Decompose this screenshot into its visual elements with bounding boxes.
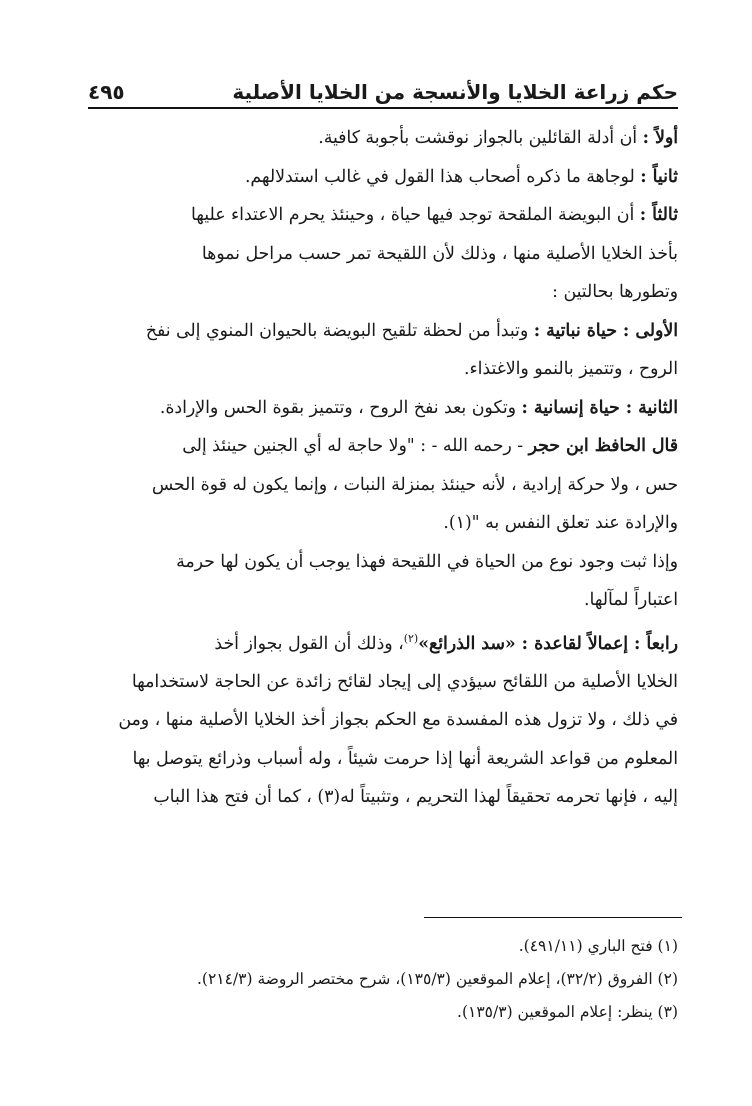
- footnote-rule: [424, 917, 682, 918]
- paragraph-lead: ثانياً :: [640, 166, 678, 187]
- paragraph-first-stage: [92, 312, 678, 389]
- paragraph-fourth-reason: [92, 620, 678, 817]
- text-line: ، وذلك أن القول بجواز أخذ: [214, 633, 404, 654]
- text-line: وتبدأ من لحظة تلقيح البويضة بالحيوان المنوي إلى نفخ: [145, 320, 534, 341]
- paragraph-life-sanctity: [92, 543, 678, 620]
- text-line: بأخذ الخلايا الأصلية منها ، وذلك لأن اللقيحة تمر حسب مراحل نموها: [201, 243, 678, 264]
- text-line: اعتباراً لمآلها.: [584, 590, 678, 610]
- paragraph-first-reason: [92, 119, 678, 158]
- paragraph-lead: أولاً :: [642, 128, 678, 148]
- main-text: [92, 119, 678, 817]
- text-line: الخلايا الأصلية من اللقائح سيؤدي إلى إيجاد لقائح زائدة عن الحاجة لاستخدامها: [131, 671, 678, 692]
- running-header: [88, 70, 678, 104]
- text-line: حس ، ولا حركة إرادية ، لأنه حينئذ بمنزلة النبات ، وإنما يكون له قوة الحس: [151, 474, 678, 495]
- text-line: إليه ، فإنها تحرمه تحقيقاً لهذا التحريم ، وتثبيتاً له(٣) ، كما أن فتح هذا الباب: [153, 787, 678, 808]
- paragraph-second-stage: [92, 389, 678, 428]
- footnote-1: (١) فتح الباري (٤٩١/١١).: [518, 937, 678, 955]
- paragraph-second-reason: [92, 158, 678, 197]
- text-line: لوجاهة ما ذكره أصحاب هذا القول في غالب استدلالهم.: [244, 166, 641, 187]
- text-line: المعلوم من قواعد الشريعة أنها إذا حرمت شيئاً ، وله أسباب وذرائع يتوصل بها: [132, 748, 678, 769]
- text-line: أن أدلة القائلين بالجواز نوقشت بأجوبة كافية.: [318, 128, 643, 148]
- header-rule: [88, 107, 678, 109]
- paragraph-lead: الأولى : حياة نباتية :: [533, 320, 678, 341]
- text-line: أن البويضة الملقحة توجد فيها حياة ، وحينئذ يحرم الاعتداء عليها: [191, 205, 640, 225]
- text-line: وتطورها بحالتين :: [552, 282, 678, 302]
- footnote-2: (٢) الفروق (٣٢/٢)، إعلام الموقعين (١٣٥/٣)، شرح مختصر الروضة (٢١٤/٣).: [196, 970, 678, 988]
- text-line: والإرادة عند تعلق النفس به "(١).: [443, 513, 678, 533]
- text-line: - رحمه الله - : "ولا حاجة له أي الجنين حينئذ إلى: [182, 436, 529, 456]
- paragraph-ibn-hajar-quote: [92, 427, 678, 543]
- paragraph-third-reason: [92, 196, 678, 312]
- paragraph-lead: رابعاً : إعمالاً لقاعدة : «سد الذرائع»: [418, 633, 678, 654]
- text-line: في ذلك ، ولا تزول هذه المفسدة مع الحكم بجواز أخذ الخلايا الأصلية منها ، ومن: [118, 710, 678, 731]
- footnote-3: (٣) ينظر: إعلام الموقعين (١٣٥/٣).: [457, 1003, 678, 1021]
- page-number: ٤٩٥: [88, 80, 125, 104]
- paragraph-lead: قال الحافظ ابن حجر: [528, 436, 678, 456]
- paragraph-lead: الثانية : حياة إنسانية :: [521, 397, 678, 418]
- footnotes: [92, 930, 678, 1029]
- running-title: حكم زراعة الخلايا والأنسجة من الخلايا الأصلية: [232, 80, 678, 104]
- paragraph-lead: ثالثاً :: [639, 205, 678, 225]
- footnote-ref[interactable]: (٢): [403, 631, 419, 645]
- text-line: الروح ، وتتميز بالنمو والاغتذاء.: [464, 359, 678, 379]
- text-line: وتكون بعد نفخ الروح ، وتتميز بقوة الحس والإرادة.: [159, 397, 522, 418]
- text-line: وإذا ثبت وجود نوع من الحياة في اللقيحة فهذا يوجب أن يكون لها حرمة: [176, 551, 678, 572]
